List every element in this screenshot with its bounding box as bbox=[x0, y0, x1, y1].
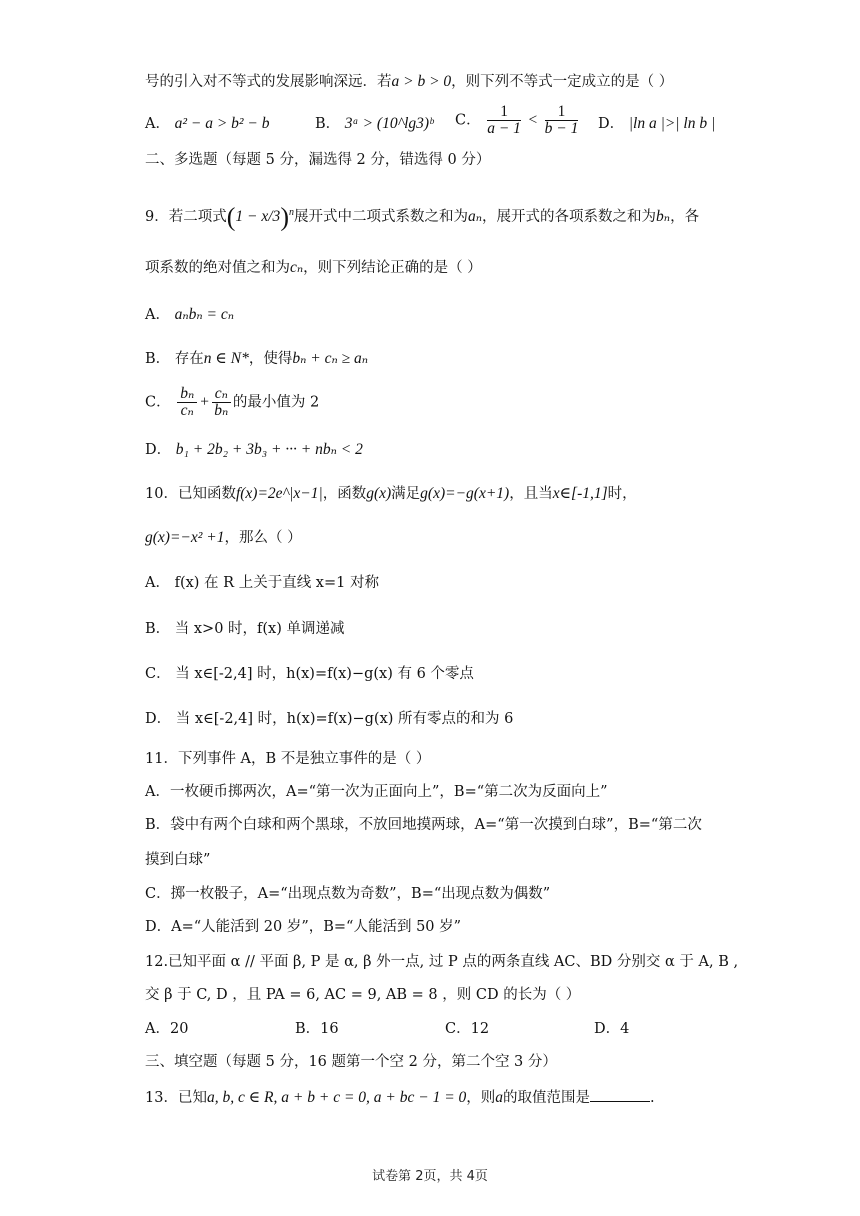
q11-stem: 11．下列事件 A，B 不是独立事件的是（ ） bbox=[145, 751, 431, 767]
q10-stem-line2: g(x)=−x² +1，那么（ ） bbox=[145, 529, 302, 546]
answer-blank bbox=[590, 1087, 650, 1102]
section-heading-multiple-choice: 二、多选题（每题 5 分，漏选得 2 分，错选得 0 分） bbox=[145, 152, 491, 168]
q9-stem-line2: 项系数的绝对值之和为cₙ，则下列结论正确的是（ ） bbox=[145, 259, 482, 276]
q10-stem-line1: 10．已知函数f(x)=2e^|x−1|，函数g(x)满足g(x)=−g(x+1)，且当x∈[-1,1]时， bbox=[145, 485, 637, 502]
q11-option-a: A．一枚硬币掷两次，A=“第一次为正面向上”，B=“第二次为反面向上” bbox=[145, 784, 608, 800]
q10-option-c: C． 当 x∈[-2,4] 时，h(x)=f(x)−g(x) 有 6 个零点 bbox=[145, 666, 474, 682]
q8-stem: 号的引入对不等式的发展影响深远．若a > b > 0，则下列不等式一定成立的是（ ） bbox=[145, 73, 674, 90]
q8-option-a: A． a² − a > b² − b bbox=[145, 115, 270, 132]
q12-option-d: D．4 bbox=[594, 1021, 630, 1037]
q9-option-d: D． b₁ + 2b₂ + 3b₃ + ··· + nbₙ < 2 bbox=[145, 441, 363, 458]
page-footer: 试卷第 2页，共 4页 bbox=[372, 1169, 488, 1184]
section-heading-fill-in: 三、填空题（每题 5 分，16 题第一个空 2 分，第二个空 3 分） bbox=[145, 1054, 557, 1070]
q12-option-c: C．12 bbox=[445, 1021, 490, 1037]
q11-option-c: C．掷一枚骰子，A=“出现点数为奇数”，B=“出现点数为偶数” bbox=[145, 886, 551, 902]
q9-option-c: C． $\frac{\text{bₙ}}{\text{cₙ}}$ + $\frac{\text{cₙ}}{\text{bₙ}}$ 的最小值为 2 bbox=[145, 385, 320, 419]
q11-option-d: D．A=“人能活到 20 岁”，B=“人能活到 50 岁” bbox=[145, 919, 462, 935]
q9-stem-line1: 9．若二项式$(1 - x/3)^n$展开式中二项式系数之和为aₙ，展开式的各项系数之和为bₙ，各 bbox=[145, 202, 700, 232]
q10-option-d: D． 当 x∈[-2,4] 时，h(x)=f(x)−g(x) 所有零点的和为 6 bbox=[145, 711, 514, 727]
q10-option-a: A． f(x) 在 R 上关于直线 x=1 对称 bbox=[145, 575, 379, 591]
q10-option-b: B． 当 x>0 时，f(x) 单调递减 bbox=[145, 621, 345, 637]
q8-option-b: B． 3ᵃ > (10^lg3)ᵇ bbox=[315, 115, 434, 132]
q11-option-b: B．袋中有两个白球和两个黑球，不放回地摸两球，A=“第一次摸到白球”，B=“第二次 bbox=[145, 817, 702, 833]
q8-option-c: C． $\frac{1}{a - 1}$ < $\frac{1}{b - 1}$ bbox=[455, 103, 579, 137]
q9-option-a: A． aₙbₙ = cₙ bbox=[145, 306, 235, 323]
q12-stem-line1: 12.已知平面 α // 平面 β, P 是 α, β 外一点, 过 P 点的两条直线 AC、BD 分别交 α 于 A, B , bbox=[145, 954, 739, 970]
q9-option-b: B． 存在n ∈ N*，使得bₙ + cₙ ≥ aₙ bbox=[145, 350, 369, 367]
q12-stem-line2: 交 β 于 C, D ，且 PA = 6, AC = 9, AB = 8 ，则 CD 的长为（ ） bbox=[145, 987, 581, 1003]
q13-stem: 13．已知a, b, c ∈ R, a + b + c = 0, a + bc − 1 = 0，则a的取值范围是 . bbox=[145, 1089, 655, 1106]
q11-option-b-continued: 摸到白球” bbox=[145, 852, 211, 868]
q12-option-b: B．16 bbox=[295, 1021, 339, 1037]
q12-option-a: A．20 bbox=[145, 1021, 189, 1037]
q8-option-d: D． |ln a |>| ln b | bbox=[598, 115, 716, 132]
q8-condition: a > b > 0 bbox=[391, 73, 452, 90]
